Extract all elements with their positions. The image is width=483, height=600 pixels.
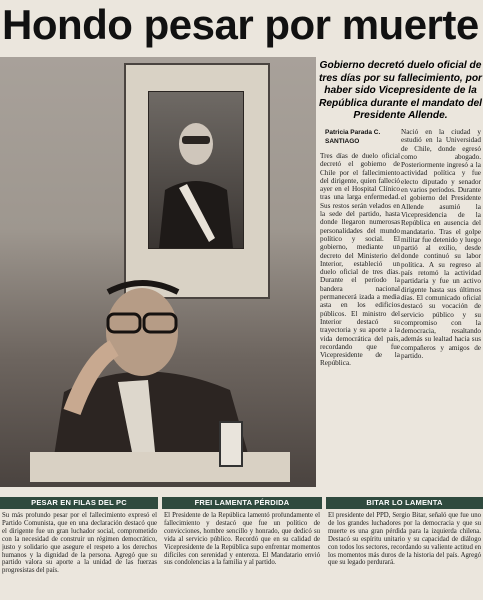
section-title-pc: PESAR EN FILAS DEL PC: [0, 497, 158, 509]
section-title-frei: FREI LAMENTA PÉRDIDA: [162, 497, 322, 509]
byline-section: SANTIAGO: [325, 138, 360, 145]
portrait-image: [148, 91, 244, 249]
byline-author: Patricia Parada C.: [325, 129, 381, 136]
seated-man-icon: [30, 262, 290, 482]
byline: [325, 128, 397, 146]
portrait-figure-icon: [149, 92, 243, 248]
man-at-desk: [30, 262, 290, 482]
section-text-frei: El Presidente de la República lamentó profundamente el fallecimiento y destacó que fue un político de convicciones, hombre sencillo y honrado, que dedicó su vida al servicio público. Recordó que en su calidad de Vicepresidente de la República supo enfrentar momentos difíciles con serenidad y entereza. El Mandatario envió sus condolencias a la familia y al partido.: [164, 512, 320, 567]
article-column-1: Tres días de duelo oficial decretó el gobierno de Chile por el fallecimiento del dirigente, quien falleció ayer en el Hospital Clínico tras una larga enfermedad. Sus restos serán velados en la sede del partido, hasta donde llegaron numerosas personalidades del mundo político y social. El gobierno, mediante un decreto del Ministerio del Interior, estableció un duelo oficial de tres días. Durante el período la bandera nacional permanecerá izada a media asta en los edificios públicos. El ministro del Interior destacó su trayectoria y su aporte a la vida democrática del país, recordando que fue Vicepresidente de la República.: [320, 152, 400, 368]
headline: Hondo pesar por muerte: [2, 1, 479, 48]
section-text-pc: Su más profundo pesar por el fallecimiento expresó el Partido Comunista, que en una declaración destacó que el dirigente fue un gran luchador social, comprometido con la necesidad de construir un régimen democrático, justo y solidario que asegure el respeto a los derechos humanos y la dignidad de la persona. Agregó que su partido valora su aporte a la unidad de las fuerzas progresistas del país.: [2, 512, 157, 575]
section-text-bitar: El presidente del PPD, Sergio Bitar, señaló que fue uno de los grandes luchadores por la democracia y que su muerte es una gran pérdida para la izquierda chilena. Destacó su espíritu unitario y su capacidad de diálogo con todos los sectores, recordando su valiente actitud en los momentos más duros de la historia del país. Agregó que su legado perdurará.: [328, 512, 481, 567]
deck-subheadline: Gobierno decretó duelo oficial de tres días por su fallecimiento, por haber sido Vicepresidente de la República durante el mandato del Presidente Allende.: [318, 60, 483, 121]
section-title-bitar: BITAR LO LAMENTA: [326, 497, 483, 509]
article-column-2: Nació en la ciudad y estudió en la Universidad de Chile, donde egresó como abogado. Posteriormente ingresó a la actividad política y fue electo diputado y senador en varios períodos. Durante el gobierno del Presidente Allende asumió la Vicepresidencia de la República en ausencia del mandatario. Tras el golpe militar fue detenido y luego partió al exilio, desde donde continuó su labor política. A su regreso al país retomó la actividad partidaria y fue un activo dirigente hasta sus últimos días. El comunicado oficial destacó su vocación de servicio público y su compromiso con la democracia, resaltando además su lealtad hacia sus compañeros y amigos de partido.: [401, 128, 481, 361]
photo: [0, 57, 316, 487]
